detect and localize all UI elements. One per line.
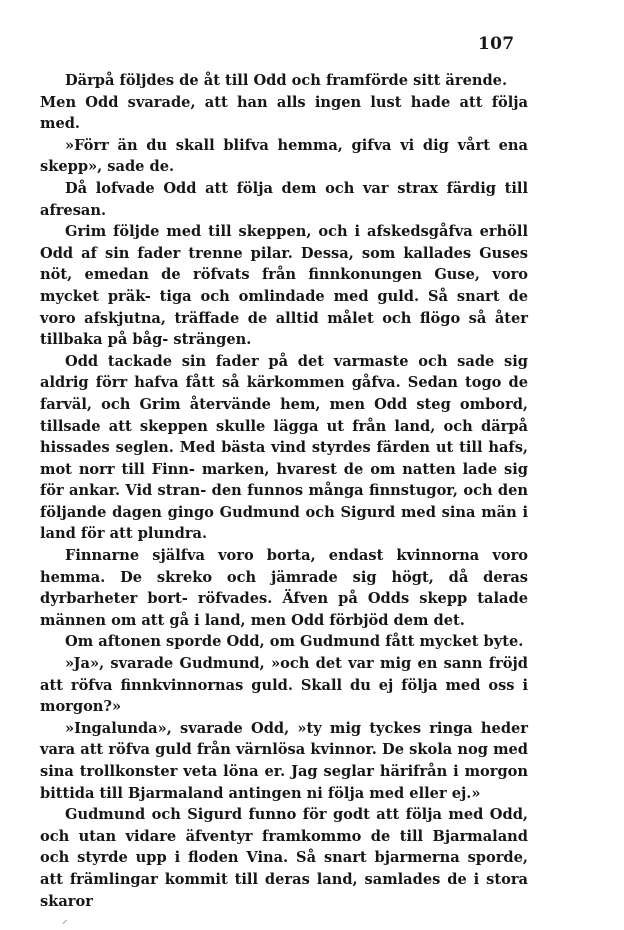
page-number: 107 bbox=[478, 34, 515, 54]
paragraph-2: Men Odd svarade, att han alls ingen lust hade att följa med. bbox=[40, 93, 528, 133]
paragraph-7: Finnarne själfva voro borta, endast kvinnorna voro hemma. De skreko och jämrade sig högt, då deras dyrbarheter bort- röfvades. Äfven på Odds skepp talade männen om att gå i land, men Odd förbjöd dem det. bbox=[40, 547, 528, 629]
scan-speck: ⸝ bbox=[62, 913, 68, 926]
paragraph-6: Odd tackade sin fader på det varmaste och sade sig aldrig förr hafva fått så kärkommen gåfva. Sedan togo de farväl, och Grim återvände hem, men Odd steg ombord, tillsade att skeppen skulle lägga ut från land, och därpå hissades seglen. Med bästa vind styrdes färden ut till hafs, mot norr till Finn- marken, hvarest de om natten lade sig för ankar. Vid stran- den funnos många finnstugor, och den följande dagen gingo Gudmund och Sigurd med sina män i land för att plundra. bbox=[40, 352, 528, 543]
body-text bbox=[40, 70, 528, 912]
paragraph-8: Om aftonen sporde Odd, om Gudmund fått mycket byte. bbox=[65, 633, 524, 651]
paragraph-4: Då lofvade Odd att följa dem och var strax färdig till afresan. bbox=[40, 179, 528, 219]
paragraph-11: Gudmund och Sigurd funno för godt att följa med Odd, och utan vidare äfventyr framkommo de till Bjarmaland och styrde upp i floden Vina. Så snart bjarmerna sporde, att främlingar kommit till deras land, samlades de i stora skaror bbox=[40, 806, 528, 910]
paragraph-5: Grim följde med till skeppen, och i afskedsgåfva erhöll Odd af sin fader trenne pilar. Dessa, som kallades Guses nöt, emedan de röfvats från finnkonungen Guse, voro mycket präk- tiga och omlindade med guld. Så snart de voro afskjutna, träffade de alltid målet och flögo så åter tillbaka på båg- strängen. bbox=[40, 223, 528, 349]
paragraph-1: Därpå följdes de åt till Odd och framförde sitt ärende. bbox=[65, 72, 508, 89]
paragraph-9: »Ja», svarade Gudmund, »och det var mig en sann fröjd att röfva finnkvinnornas guld. Skall du ej följa med oss i morgon?» bbox=[40, 655, 528, 716]
paragraph-3: »Förr än du skall blifva hemma, gifva vi dig vårt ena skepp», sade de. bbox=[40, 136, 528, 176]
paragraph-10: »Ingalunda», svarade Odd, »ty mig tyckes ringa heder vara att röfva guld från värnlösa kvinnor. De skola nog med sina trollkonster veta löna er. Jag seglar härifrån i morgon bittida till Bjarmaland antingen ni följa med eller ej.» bbox=[40, 719, 528, 802]
